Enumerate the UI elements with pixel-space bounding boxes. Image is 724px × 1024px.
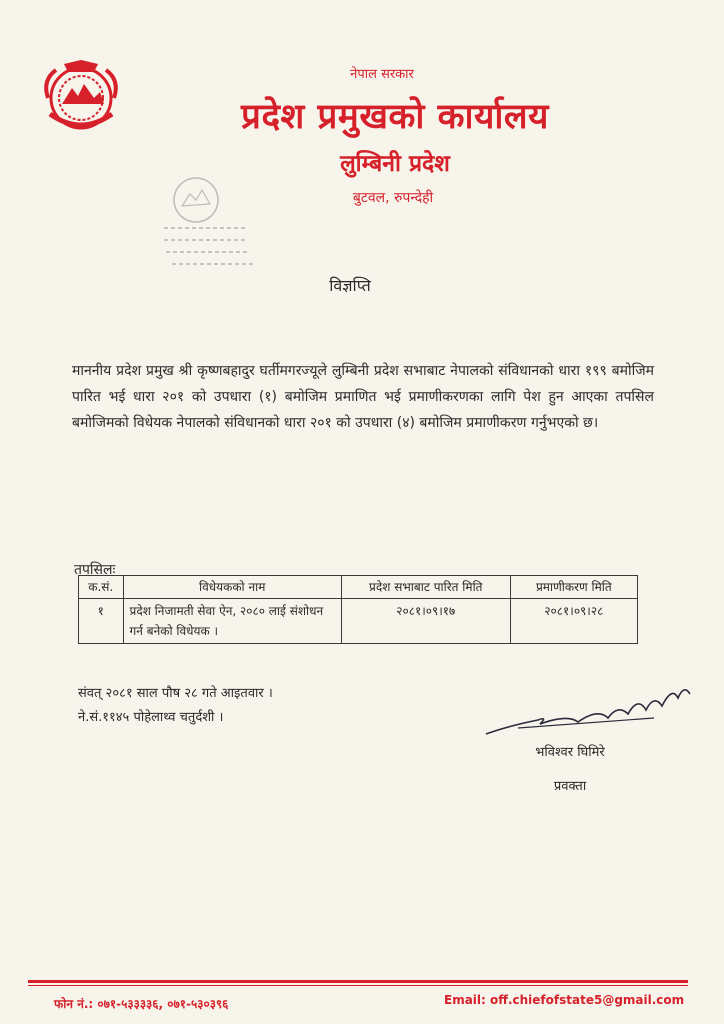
header-bill-name: विधेयकको नाम	[123, 576, 341, 599]
header-passed-date: प्रदेश सभाबाट पारित मिति	[341, 576, 510, 599]
cell-passed-date: २०८१।०९।१७	[341, 599, 510, 644]
cell-certified-date: २०८१।०९।२८	[510, 599, 637, 644]
signatory-role: प्रवक्ता	[553, 779, 587, 794]
nepal-emblem-icon	[34, 58, 128, 140]
office-location: बुटवल, रुपन्देही	[352, 190, 434, 206]
footer-rule	[28, 980, 688, 983]
province-name: लुम्बिनी प्रदेश	[340, 151, 450, 177]
table-header-row	[79, 576, 638, 599]
notice-body: माननीय प्रदेश प्रमुख श्री कृष्णबहादुर घर्तीमगरज्यूले लुम्बिनी प्रदेश सभाबाट नेपालको संविधानको धारा १९९ बमोजिम पारित भई धारा २०१ को उपधारा (१) बमोजिम प्रमाणित भई प्रमाणीकरणका लागि पेश हुन आएका तपसिल बमोजिमको विधेयक नेपालको संविधानको धारा २०१ को उपधारा (४) बमोजिम प्रमाणीकरण गर्नुभएको छ।	[72, 363, 654, 431]
office-stamp-icon	[150, 170, 260, 280]
header-serial: क.सं.	[79, 576, 124, 599]
date-bikram-sambat: संवत् २०८१ साल पौष २८ गते आइतवार ।	[78, 686, 273, 701]
header-certified-date: प्रमाणीकरण मिति	[510, 576, 637, 599]
signatory-name: भविश्वर घिमिरे	[535, 745, 605, 760]
office-name: प्रदेश प्रमुखको कार्यालय	[241, 97, 549, 137]
cell-bill-name: प्रदेश निजामती सेवा ऐन, २०८० लाई संशोधन गर्न बनेको विधेयक ।	[123, 599, 341, 644]
footer-email: Email: off.chiefofstate5@gmail.com	[444, 993, 685, 1007]
notice-title: विज्ञप्ति	[329, 276, 371, 295]
date-nepal-sambat: ने.सं.११४५ पोहेलाथ्व चतुर्दशी ।	[78, 710, 224, 725]
details-label: तपसिलः	[74, 562, 116, 578]
bill-details-table	[78, 575, 638, 644]
government-name: नेपाल सरकार	[350, 67, 414, 82]
footer-phone: फोन नं.: ०७१-५३३३३६, ०७१-५३०३९६	[54, 997, 229, 1011]
signature-icon	[478, 676, 698, 746]
footer-rule-thin	[28, 985, 688, 986]
table-row	[79, 599, 638, 644]
cell-serial: १	[79, 599, 124, 644]
